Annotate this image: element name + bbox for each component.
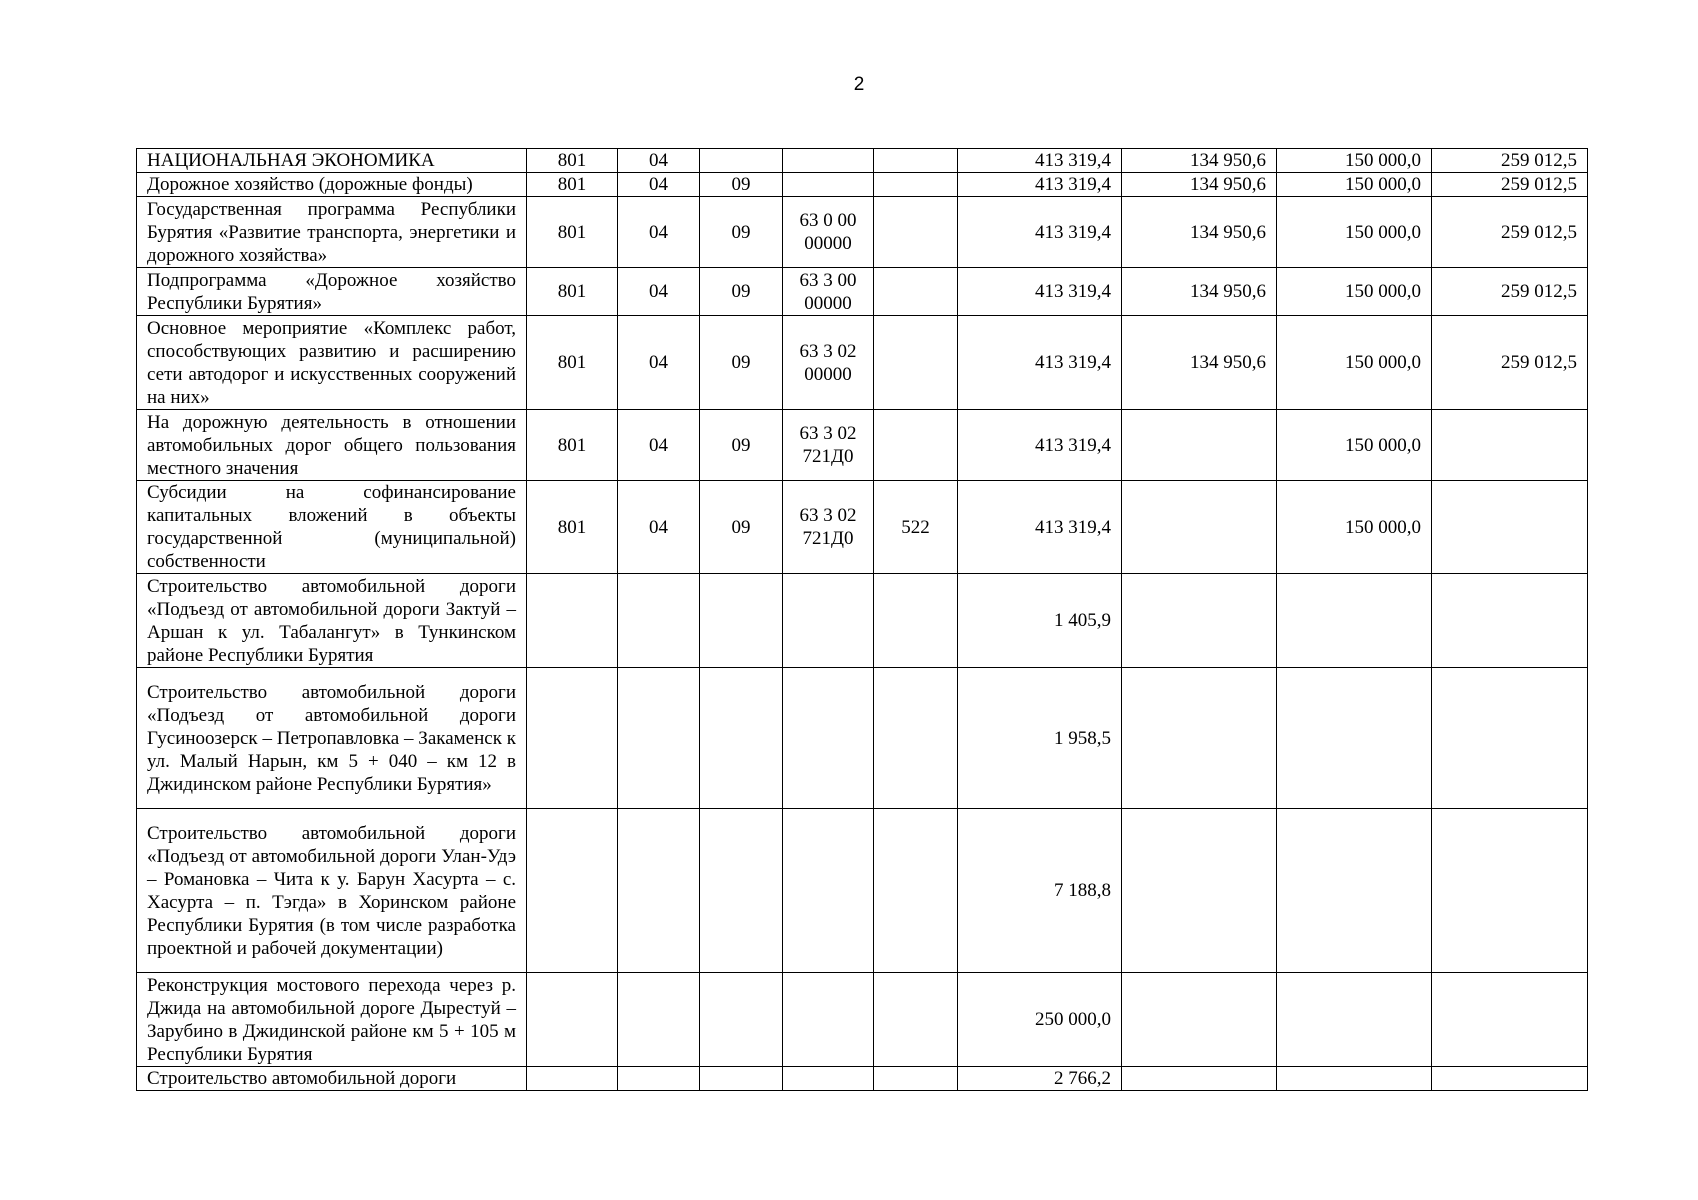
cell-amount-2: 134 950,6 [1122, 149, 1277, 173]
cell-csr: 63 3 02 00000 [783, 316, 874, 410]
cell-podrazdel [700, 809, 783, 973]
cell-podrazdel: 09 [700, 173, 783, 197]
cell-amount-4 [1432, 481, 1588, 574]
cell-ved [527, 668, 618, 809]
cell-amount-1: 2 766,2 [958, 1067, 1122, 1091]
cell-amount-3 [1277, 1067, 1432, 1091]
cell-ved [527, 1067, 618, 1091]
cell-amount-1: 1 405,9 [958, 574, 1122, 668]
cell-amount-2 [1122, 410, 1277, 481]
table-row [137, 173, 1588, 197]
cell-razdel: 04 [618, 197, 700, 268]
cell-razdel: 04 [618, 316, 700, 410]
cell-vr [874, 668, 958, 809]
cell-amount-3 [1277, 809, 1432, 973]
cell-ved [527, 973, 618, 1067]
cell-amount-2: 134 950,6 [1122, 197, 1277, 268]
cell-amount-1: 413 319,4 [958, 149, 1122, 173]
cell-amount-1: 413 319,4 [958, 197, 1122, 268]
table-row [137, 316, 1588, 410]
cell-podrazdel: 09 [700, 316, 783, 410]
cell-amount-1: 7 188,8 [958, 809, 1122, 973]
cell-razdel: 04 [618, 481, 700, 574]
cell-amount-2 [1122, 481, 1277, 574]
cell-vr [874, 149, 958, 173]
cell-podrazdel: 09 [700, 481, 783, 574]
row-name: Основное мероприятие «Комплекс работ, способствующих развитию и расширению сети автодорог и искусственных сооружений на них» [137, 316, 527, 410]
cell-csr [783, 668, 874, 809]
cell-ved: 801 [527, 410, 618, 481]
cell-vr [874, 1067, 958, 1091]
table-row [137, 668, 1588, 809]
table-row [137, 973, 1588, 1067]
cell-vr [874, 410, 958, 481]
cell-razdel: 04 [618, 149, 700, 173]
cell-csr [783, 149, 874, 173]
cell-razdel [618, 668, 700, 809]
cell-csr [783, 973, 874, 1067]
cell-razdel: 04 [618, 410, 700, 481]
cell-amount-1: 413 319,4 [958, 173, 1122, 197]
cell-podrazdel [700, 574, 783, 668]
cell-amount-2 [1122, 668, 1277, 809]
cell-vr [874, 173, 958, 197]
cell-podrazdel: 09 [700, 268, 783, 316]
cell-ved: 801 [527, 197, 618, 268]
cell-amount-4: 259 012,5 [1432, 173, 1588, 197]
cell-amount-3 [1277, 973, 1432, 1067]
cell-vr [874, 973, 958, 1067]
row-name: Строительство автомобильной дороги «Подъезд от автомобильной дороги Гусиноозерск – Петропавловка – Закаменск к ул. Малый Нарын, км 5 + 040 – км 12 в Джидинском районе Республики Бурятия» [137, 668, 527, 809]
table-row [137, 1067, 1588, 1091]
cell-amount-4 [1432, 668, 1588, 809]
budget-table [136, 148, 1588, 1091]
cell-csr: 63 0 00 00000 [783, 197, 874, 268]
row-name: Строительство автомобильной дороги «Подъезд от автомобильной дороги Зактуй – Аршан к ул. Табалангут» в Тункинском районе Республики Бурятия [137, 574, 527, 668]
cell-podrazdel [700, 1067, 783, 1091]
table-row [137, 809, 1588, 973]
cell-amount-1: 413 319,4 [958, 410, 1122, 481]
cell-amount-2 [1122, 809, 1277, 973]
cell-amount-2 [1122, 973, 1277, 1067]
cell-csr: 63 3 02 721Д0 [783, 481, 874, 574]
row-name: Строительство автомобильной дороги «Подъезд от автомобильной дороги Улан-Удэ – Романовка – Чита к у. Барун Хасурта – с. Хасурта – п. Тэгда» в Хоринском районе Республики Бурятия (в том числе разработка проектной и рабочей документации) [137, 809, 527, 973]
cell-razdel [618, 809, 700, 973]
cell-amount-1: 413 319,4 [958, 481, 1122, 574]
cell-podrazdel [700, 973, 783, 1067]
cell-amount-2 [1122, 574, 1277, 668]
cell-vr [874, 809, 958, 973]
cell-amount-3 [1277, 574, 1432, 668]
row-name: Строительство автомобильной дороги [137, 1067, 527, 1091]
cell-amount-4 [1432, 973, 1588, 1067]
cell-amount-1: 413 319,4 [958, 268, 1122, 316]
cell-podrazdel [700, 149, 783, 173]
cell-ved [527, 574, 618, 668]
cell-ved [527, 809, 618, 973]
cell-vr [874, 268, 958, 316]
cell-vr [874, 574, 958, 668]
table-row [137, 410, 1588, 481]
cell-amount-1: 413 319,4 [958, 316, 1122, 410]
cell-ved: 801 [527, 481, 618, 574]
cell-razdel: 04 [618, 268, 700, 316]
cell-amount-3: 150 000,0 [1277, 481, 1432, 574]
cell-amount-4 [1432, 809, 1588, 973]
cell-csr: 63 3 00 00000 [783, 268, 874, 316]
cell-amount-3 [1277, 668, 1432, 809]
cell-amount-3: 150 000,0 [1277, 149, 1432, 173]
page-number: 2 [853, 74, 865, 95]
cell-csr: 63 3 02 721Д0 [783, 410, 874, 481]
row-name: Дорожное хозяйство (дорожные фонды) [137, 173, 527, 197]
cell-ved: 801 [527, 173, 618, 197]
cell-amount-3: 150 000,0 [1277, 173, 1432, 197]
cell-razdel [618, 574, 700, 668]
cell-csr [783, 574, 874, 668]
cell-podrazdel: 09 [700, 410, 783, 481]
cell-ved: 801 [527, 149, 618, 173]
cell-csr [783, 1067, 874, 1091]
cell-amount-4: 259 012,5 [1432, 149, 1588, 173]
cell-amount-4: 259 012,5 [1432, 197, 1588, 268]
cell-amount-2: 134 950,6 [1122, 316, 1277, 410]
row-name: НАЦИОНАЛЬНАЯ ЭКОНОМИКА [137, 149, 527, 173]
row-name: Субсидии на софинансирование капитальных вложений в объекты государственной (муниципальной) собственности [137, 481, 527, 574]
cell-amount-4: 259 012,5 [1432, 268, 1588, 316]
table-row [137, 481, 1588, 574]
cell-amount-4: 259 012,5 [1432, 316, 1588, 410]
cell-csr [783, 173, 874, 197]
cell-amount-4 [1432, 574, 1588, 668]
cell-amount-1: 250 000,0 [958, 973, 1122, 1067]
row-name: Государственная программа Республики Бурятия «Развитие транспорта, энергетики и дорожного хозяйства» [137, 197, 527, 268]
cell-vr [874, 197, 958, 268]
cell-vr: 522 [874, 481, 958, 574]
cell-podrazdel: 09 [700, 197, 783, 268]
cell-amount-2: 134 950,6 [1122, 268, 1277, 316]
row-name: Реконструкция мостового перехода через р. Джида на автомобильной дороге Дырестуй – Зарубино в Джидинской районе км 5 + 105 м Республики Бурятия [137, 973, 527, 1067]
cell-ved: 801 [527, 316, 618, 410]
cell-vr [874, 316, 958, 410]
table-row [137, 574, 1588, 668]
table-row [137, 149, 1588, 173]
cell-amount-3: 150 000,0 [1277, 316, 1432, 410]
cell-amount-4 [1432, 410, 1588, 481]
cell-razdel [618, 973, 700, 1067]
cell-amount-3: 150 000,0 [1277, 268, 1432, 316]
cell-amount-2: 134 950,6 [1122, 173, 1277, 197]
cell-podrazdel [700, 668, 783, 809]
cell-razdel [618, 1067, 700, 1091]
cell-amount-2 [1122, 1067, 1277, 1091]
cell-amount-1: 1 958,5 [958, 668, 1122, 809]
row-name: На дорожную деятельность в отношении автомобильных дорог общего пользования местного значения [137, 410, 527, 481]
cell-amount-3: 150 000,0 [1277, 197, 1432, 268]
row-name: Подпрограмма «Дорожное хозяйство Республики Бурятия» [137, 268, 527, 316]
cell-csr [783, 809, 874, 973]
cell-amount-4 [1432, 1067, 1588, 1091]
cell-amount-3: 150 000,0 [1277, 410, 1432, 481]
table-row [137, 268, 1588, 316]
table-row [137, 197, 1588, 268]
cell-razdel: 04 [618, 173, 700, 197]
cell-ved: 801 [527, 268, 618, 316]
